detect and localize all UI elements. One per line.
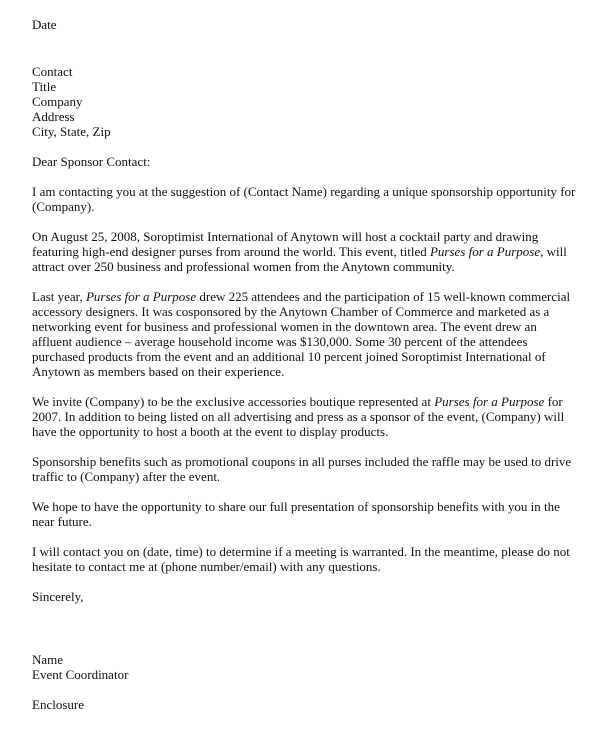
paragraph-line: near future. xyxy=(32,514,92,529)
signature-role: Event Coordinator xyxy=(32,667,129,682)
paragraph-line: hesitate to contact me at (phone number/email) with any questions. xyxy=(32,559,381,574)
recipient-title: Title xyxy=(32,79,57,94)
event-title: Purses for a Purpose xyxy=(85,289,197,304)
paragraph-line: affluent audience – average household income was $130,000. Some 30 percent of the attendees xyxy=(32,334,528,349)
recipient-company: Company xyxy=(32,94,83,109)
paragraph-line: traffic to (Company) after the event. xyxy=(32,469,221,484)
paragraph-line: purchased products from the event and an additional 10 percent joined Soroptimist International of xyxy=(32,349,546,364)
signature-name: Name xyxy=(32,652,64,667)
recipient-address: Address xyxy=(32,109,75,124)
paragraph-line: accessory designers. It was cosponsored by the Anytown Chamber of Commerce and marketed as a xyxy=(32,304,550,319)
paragraph-line: attract over 250 business and professional women from the Anytown community. xyxy=(32,259,455,274)
salutation: Dear Sponsor Contact: xyxy=(32,154,151,169)
recipient-block xyxy=(32,64,587,139)
paragraph-line: We hope to have the opportunity to share our full presentation of sponsorship benefits with you in the xyxy=(32,499,560,514)
text-run: drew 225 attendees and the participation of 15 well-known commercial xyxy=(196,289,571,304)
paragraph-line: networking event for business and professional women in the downtown area. The event drew an xyxy=(32,319,537,334)
letter-page xyxy=(32,17,587,712)
paragraph-line: (Company). xyxy=(32,199,95,214)
enclosure-note: Enclosure xyxy=(32,697,84,712)
paragraph-hope xyxy=(32,499,587,529)
paragraph-line: 2007. In addition to being listed on all advertising and press as a sponsor of the event, (Company) will xyxy=(32,409,565,424)
event-title: Purses for a Purpose xyxy=(429,244,541,259)
text-run: Last year, xyxy=(32,289,86,304)
paragraph-contact xyxy=(32,544,587,574)
text-run: for xyxy=(544,394,563,409)
recipient-city-state-zip: City, State, Zip xyxy=(32,124,111,139)
text-run: featuring high-end designer purses from around the world. This event, titled xyxy=(32,244,430,259)
text-run: We invite (Company) to be the exclusive accessories boutique represented at xyxy=(32,394,435,409)
recipient-contact: Contact xyxy=(32,64,73,79)
paragraph-line xyxy=(32,394,587,409)
signature-block xyxy=(32,652,587,682)
paragraph-line: Anytown as members based on their experience. xyxy=(32,364,285,379)
paragraph-line xyxy=(32,244,587,259)
event-title: Purses for a Purpose xyxy=(434,394,545,409)
paragraph-line: Sponsorship benefits such as promotional coupons in all purses included the raffle may be used to drive xyxy=(32,454,572,469)
paragraph-line xyxy=(32,289,587,304)
paragraph-line: On August 25, 2008, Soroptimist International of Anytown will host a cocktail party and drawing xyxy=(32,229,539,244)
closing: Sincerely, xyxy=(32,589,84,604)
text-run: , will xyxy=(540,244,567,259)
paragraph-line: I am contacting you at the suggestion of (Contact Name) regarding a unique sponsorship opportunity for xyxy=(32,184,576,199)
paragraph-intro xyxy=(32,184,587,214)
paragraph-benefits xyxy=(32,454,587,484)
paragraph-last-year xyxy=(32,289,587,379)
paragraph-invite xyxy=(32,394,587,439)
date-line: Date xyxy=(32,17,57,32)
paragraph-line: have the opportunity to host a booth at the event to display products. xyxy=(32,424,389,439)
paragraph-event xyxy=(32,229,587,274)
paragraph-line: I will contact you on (date, time) to determine if a meeting is warranted. In the meantime, please do not xyxy=(32,544,570,559)
